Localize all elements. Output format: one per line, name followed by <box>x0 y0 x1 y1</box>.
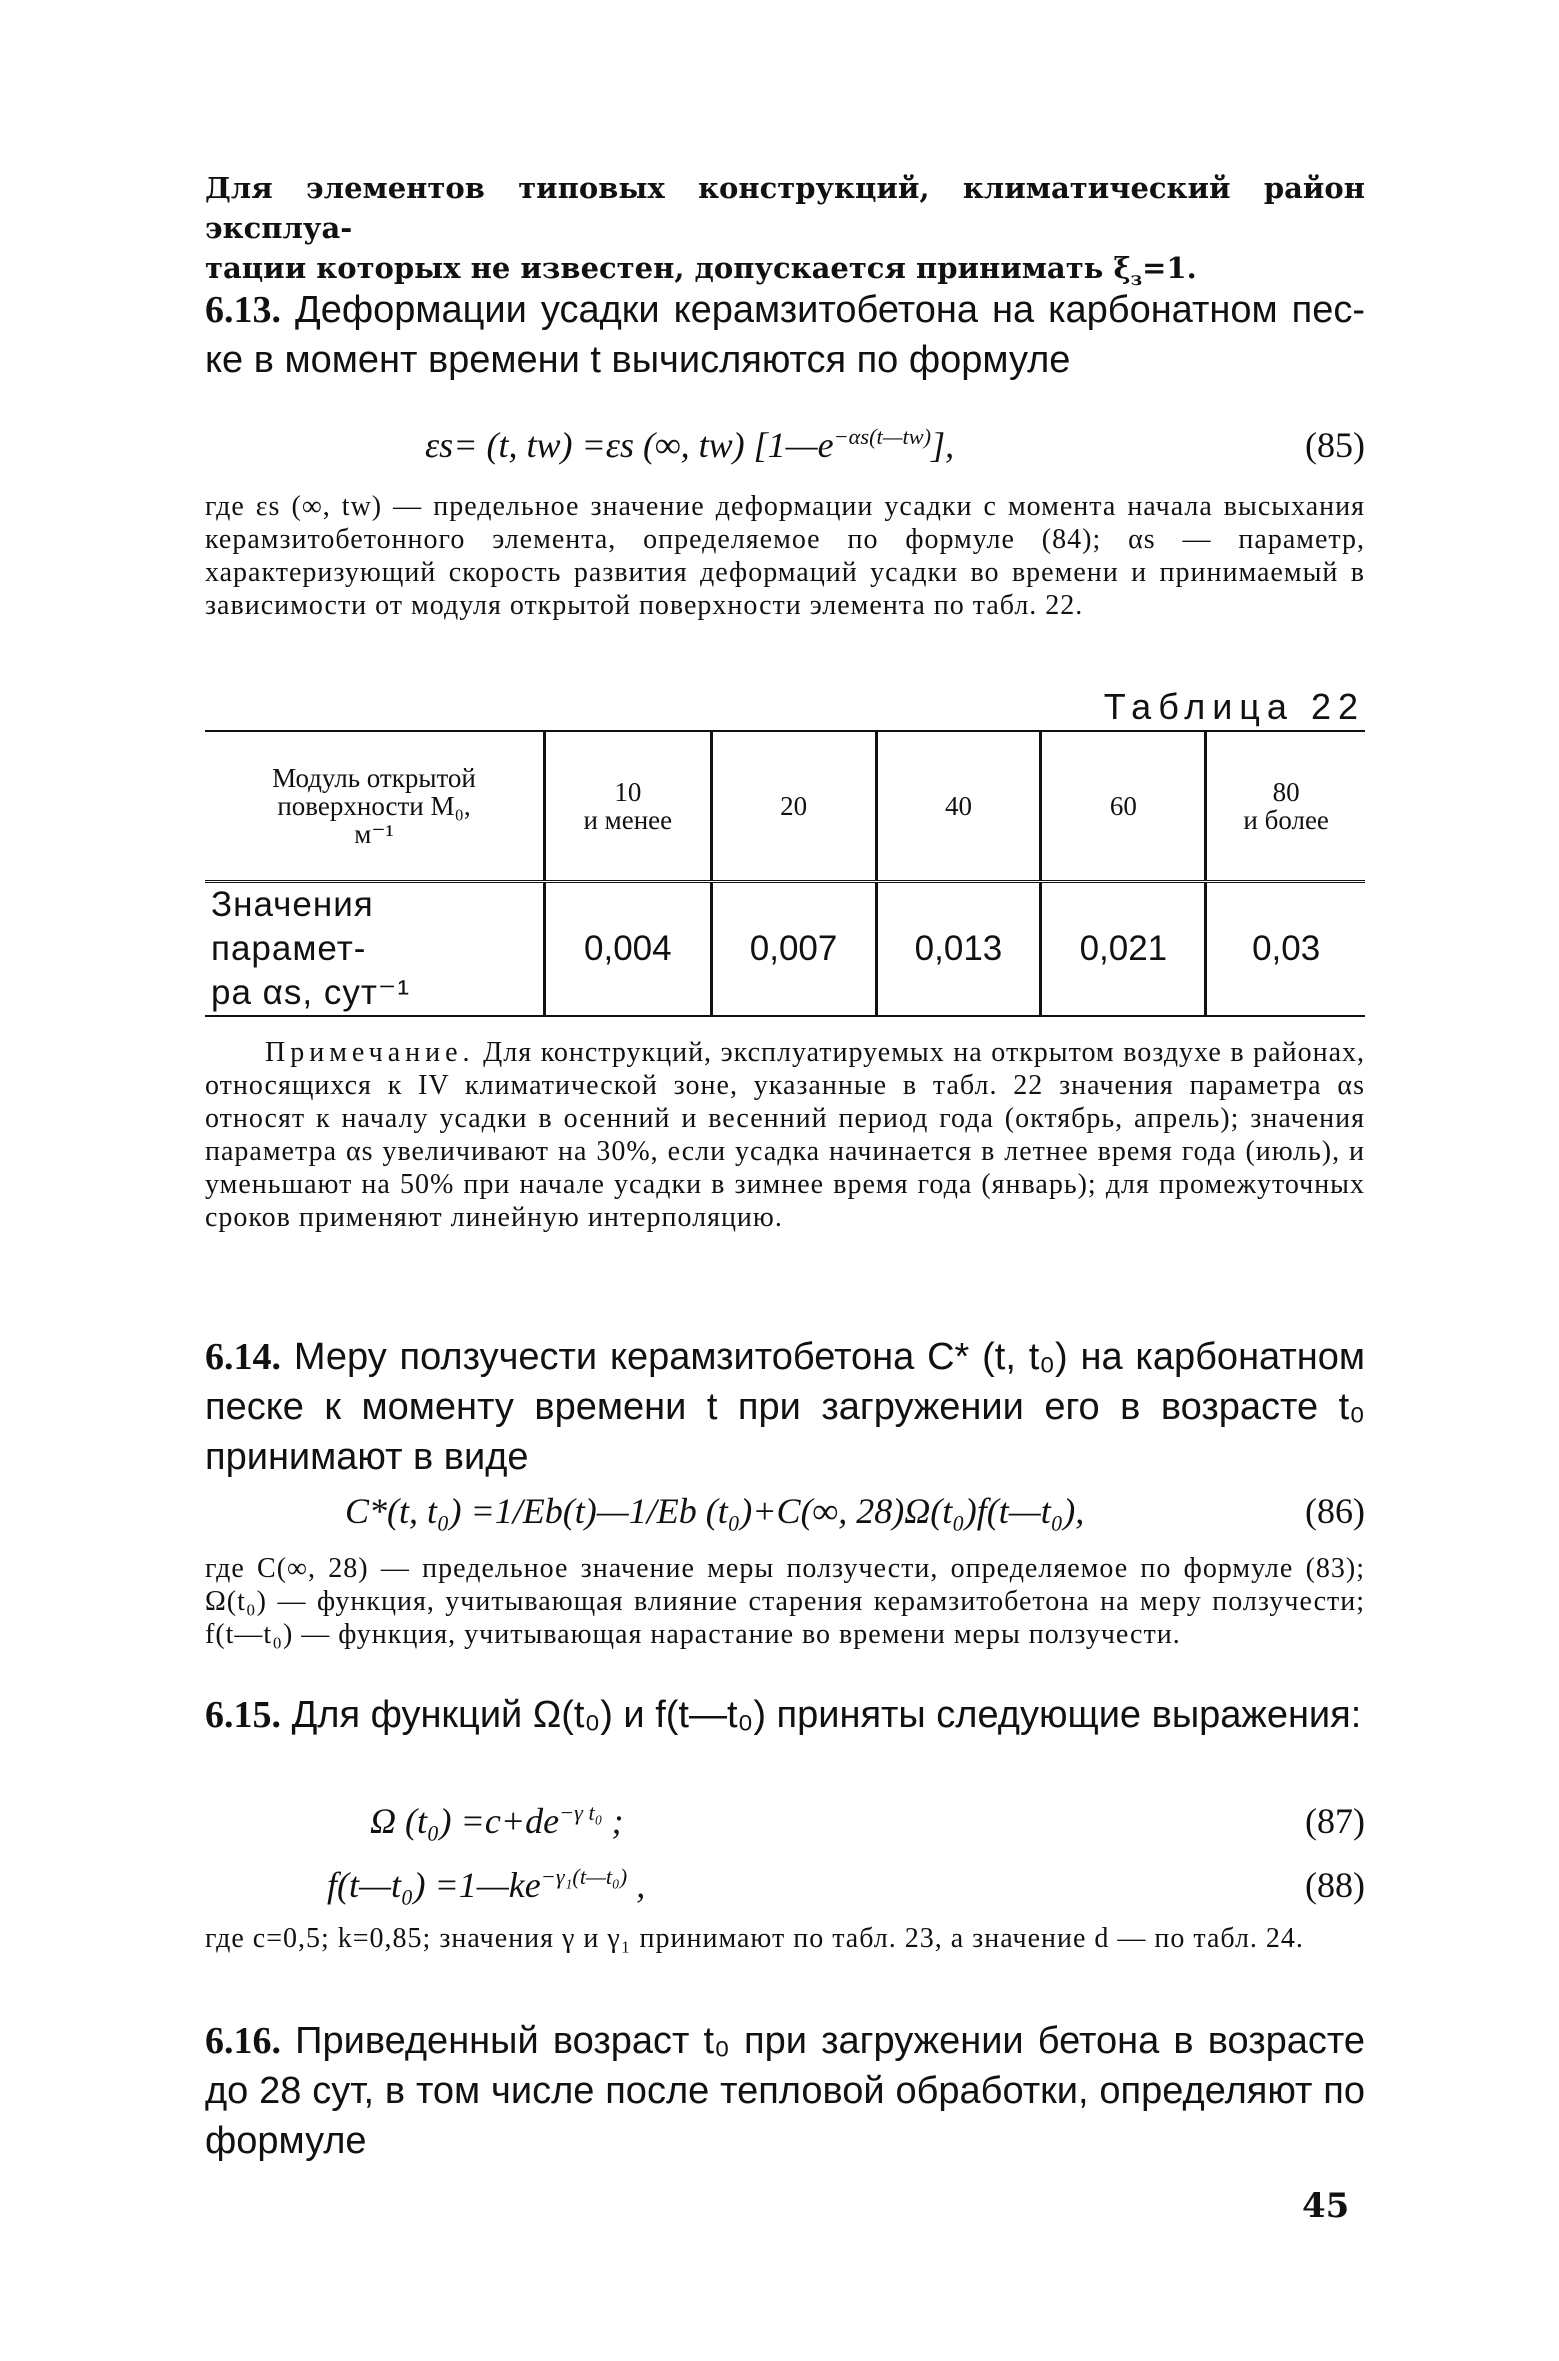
section-number: 6.13. <box>205 289 281 331</box>
intro-paragraph <box>205 168 1365 300</box>
equation-number: (86) <box>1305 1491 1365 1531</box>
section-body: Деформации усадки керамзитобетона на карбонатном пес-ке в момент времени t вычисляются по формуле <box>205 289 1365 381</box>
intro-line-2: тации которых не известен, допускается принимать $\xi_з=1$. <box>205 251 1197 290</box>
header-cell: 60 <box>1041 731 1206 882</box>
header-cell: 10 и менее <box>545 731 712 882</box>
value-cell: 0,004 <box>545 882 712 1017</box>
header-cell: 40 <box>876 731 1041 882</box>
section-body: Приведенный возраст t₀ при загружении бетона в возрасте до 28 сут, в том числе после тепловой обработки, определяют по формуле <box>205 2020 1365 2162</box>
section-6-15-text <box>205 1690 1365 1740</box>
section-number: 6.16. <box>205 2020 281 2062</box>
formula-85: εs= (t, tw) =εs (∞, tw) $[1—e^{-\alpha s(t—tw)}]$, (85) <box>425 424 1365 465</box>
header-label-cell: Модуль открытой поверхности M₀, м⁻¹ <box>205 731 545 882</box>
formula-86-explanation: где C(∞, 28) — предельное значение меры ползучести, определяемое по формуле (83); Ω(t₀) — функция, учитывающая влияние старения керамзитобетона на меру ползучести; f(t—t₀) — функция, учитывающая нарастание во времени меры ползучести. <box>205 1553 1365 1650</box>
formula-86: C*(t, t₀) =1/Eb(t)—1/Eb (t₀)+C(∞, 28)Ω(t₀)f(t—t₀), (86) <box>345 1491 1365 1531</box>
value-cell: 0,03 <box>1206 882 1365 1017</box>
equation-number: (85) <box>1305 425 1365 465</box>
value-cell: 0,013 <box>876 882 1041 1017</box>
section-body: Меру ползучести керамзитобетона C* (t, t₀) на карбонатном песке к моменту времени t при загружении его в возрасте t₀ принимают в виде <box>205 1336 1365 1478</box>
page-number: 45 <box>1302 2186 1350 2226</box>
header-cell: 20 <box>711 731 876 882</box>
table-value-row <box>205 882 1365 1017</box>
table-note <box>205 1036 1365 1234</box>
equation-number: (87) <box>1305 1801 1365 1841</box>
section-number: 6.15. <box>205 1694 281 1736</box>
intro-line-1: Для элементов типовых конструкций, климатический район эксплуа- <box>205 171 1365 245</box>
formula-88: f(t—t₀) $=1—ke^{-\gamma_1(t—t_0)}$ , (88) <box>327 1864 1365 1905</box>
header-cell: 80 и более <box>1206 731 1365 882</box>
formula-87: Ω $(t_0) =c+de^{-\gamma t_0}$ ; (87) <box>370 1800 1365 1841</box>
table-22 <box>205 730 1365 1017</box>
value-cell: 0,007 <box>711 882 876 1017</box>
section-6-14-text <box>205 1332 1365 1482</box>
formula-88-explanation: где c=0,5; k=0,85; значения γ и γ₁ принимают по табл. 23, а значение d — по табл. 24. <box>205 1923 1304 1954</box>
value-cell: 0,021 <box>1041 882 1206 1017</box>
section-number: 6.14. <box>205 1336 281 1378</box>
section-6-13-text <box>205 285 1365 385</box>
row-label-cell: Значения парамет- ра αs, сут⁻¹ <box>205 882 545 1017</box>
note-label: Примечание. <box>265 1037 475 1068</box>
formula-85-explanation: где εs (∞, tw) — предельное значение деформации усадки с момента начала высыхания керамзитобетонного элемента, определяемое по формуле (84); αs — параметр, характеризующий скорость развития деформаций усадки во времени и принимаемый в зависимости от модуля открытой поверхности элемента по табл. 22. <box>205 491 1365 621</box>
equation-number: (88) <box>1305 1865 1365 1905</box>
table-header-row <box>205 731 1365 882</box>
note-body: Для конструкций, эксплуатируемых на открытом воздухе в районах, относящихся к IV климатической зоне, указанные в табл. 22 значения параметра αs относят к началу усадки в осенний и весенний период года (октябрь, апрель); значения параметра αs увеличивают на 30%, если усадка начинается в летнее время года (июль), и уменьшают на 50% при начале усадки в зимнее время года (январь); для промежуточных сроков применяют линейную интерполяцию. <box>205 1037 1366 1233</box>
section-body: Для функций Ω(t₀) и f(t—t₀) приняты следующие выражения: <box>291 1694 1362 1736</box>
table-caption: Таблица 22 <box>1103 686 1365 727</box>
section-6-16-text <box>205 2016 1365 2166</box>
